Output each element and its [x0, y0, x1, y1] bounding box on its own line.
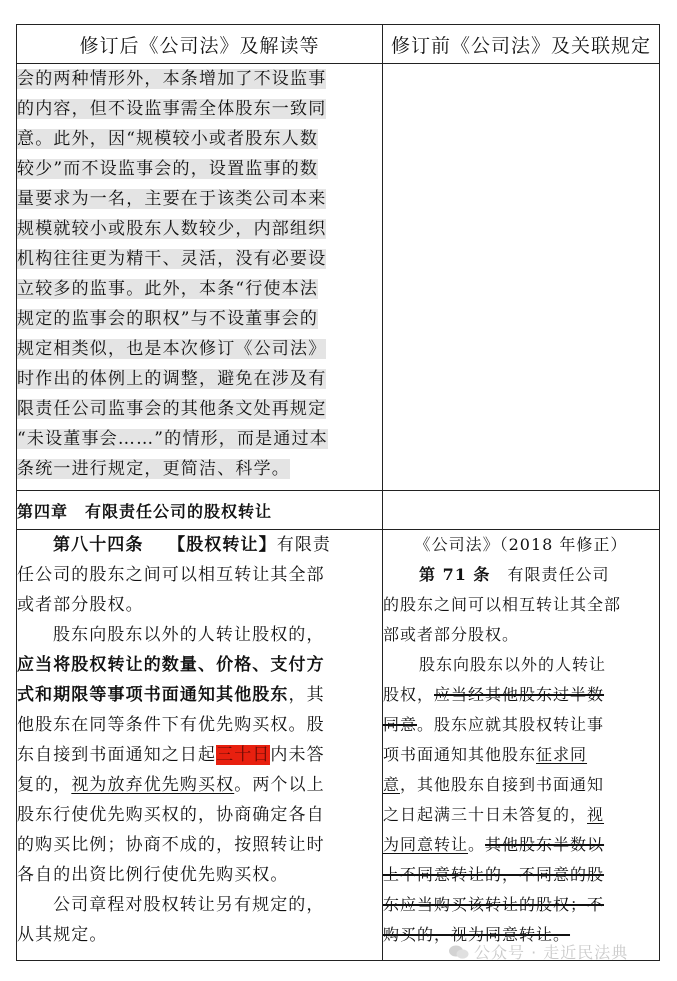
text-line [17, 680, 382, 710]
text-line [383, 830, 659, 860]
underlined-text: 征求同 [536, 745, 588, 764]
text-span: 之日起满三十日未答复的， [383, 805, 588, 824]
commentary-line: 规定的监事会的职权”与不设董事会的 [17, 309, 319, 329]
text-span: 项书面通知其他股东 [383, 745, 537, 764]
text-span: 。两个以上 [234, 775, 325, 795]
watermark [448, 940, 628, 963]
commentary-line: “未设董事会……”的情形，而是通过本 [17, 429, 328, 449]
revised-article-cell [17, 530, 383, 961]
article-row [17, 530, 660, 961]
text-line [17, 770, 382, 800]
chapter-row [17, 491, 660, 530]
text-line [383, 770, 659, 800]
deleted-text: 其他股东半数以 [485, 835, 605, 854]
text-line [17, 740, 382, 770]
deleted-line: 上不同意转让的，不同意的股 [383, 865, 605, 884]
original-article-cell [383, 530, 660, 961]
text-line: 的股东之间可以相互转让其全部 [383, 595, 622, 614]
deleted-line: 东应当购买该转让的股权；不 [383, 895, 605, 914]
text-line: 的购买比例；协商不成的，按照转让时 [17, 835, 325, 855]
header-revised: 修订后《公司法》及解读等 [17, 25, 383, 64]
article-title: 【股权转让】 [168, 535, 277, 555]
deleted-text: 应当经其他股东过半数 [434, 685, 605, 704]
text-line: 部或者部分股权。 [383, 625, 520, 644]
deleted-text: 同意 [383, 715, 418, 734]
text-line [383, 560, 659, 590]
commentary-line: 时作出的体例上的调整，避免在涉及有 [17, 369, 327, 389]
commentary-line: 立较多的监事。此外，本条“行使本法 [17, 279, 319, 299]
chapter-title: 第四章 有限责任公司的股权转让 [17, 491, 383, 530]
commentary-line: 机构往往更为精干、灵活，没有必要设 [17, 249, 327, 269]
empty-chapter-cell [383, 491, 660, 530]
text-line: 股东向股东以外的人转让 [419, 655, 607, 674]
commentary-row [17, 64, 660, 491]
watermark-text: 公众号 · 走近民法典 [474, 943, 629, 962]
text-span: ，其他股东自接到书面通知 [400, 775, 605, 794]
underlined-text: 意 [383, 775, 401, 794]
text-span: 东自接到书面通知之日起 [17, 745, 217, 765]
underlined-text: 视 [587, 805, 605, 824]
text-line [383, 740, 659, 770]
text-line [383, 680, 659, 710]
bold-span: 式和期限等事项书面通知其他股东 [17, 685, 289, 705]
commentary-line: 规模就较小或股东人数较少，内部组织 [17, 219, 327, 239]
text-span: 。 [468, 835, 486, 854]
text-line: 公司章程对股权转让另有规定的， [53, 895, 325, 915]
article-first-line [17, 530, 382, 560]
commentary-line: 意。此外，因“规模较小或者股东人数 [17, 129, 319, 149]
commentary-line: 规定相类似，也是本次修订《公司法》 [17, 339, 327, 359]
commentary-line: 会的两种情形外，本条增加了不设监事 [17, 69, 327, 89]
highlighted-text: 三十日 [216, 745, 271, 765]
commentary-cell [17, 64, 383, 491]
article-number: 第 71 条 [419, 565, 491, 584]
commentary-line: 的内容，但不设监事需全体股东一致同 [17, 99, 327, 119]
law-title: 《公司法》（2018 年修正） [414, 535, 628, 554]
text-span: 有限责任公司 [507, 565, 610, 584]
text-line [383, 800, 659, 830]
text-span: 复的， [17, 775, 72, 795]
text-line [383, 710, 659, 740]
deleted-line: 购买的，视为同意转让。 [383, 925, 571, 944]
underlined-text: 为同意转让 [383, 835, 469, 854]
commentary-line: 较少”而不设监事会的，设置监事的数 [17, 159, 319, 179]
commentary-line: 量要求为一名，主要在于该类公司本来 [17, 189, 327, 209]
text-span: ，其 [288, 685, 325, 705]
comparison-table [16, 24, 660, 961]
text-line: 从其规定。 [17, 925, 108, 945]
commentary-line: 条统一进行规定，更简洁、科学。 [17, 459, 290, 479]
text-line: 各自的出资比例行使优先购买权。 [17, 865, 289, 885]
text-line: 任公司的股东之间可以相互转让其全部 [17, 565, 325, 585]
header-original: 修订前《公司法》及关联规定 [383, 25, 660, 64]
article-number: 第八十四条 [53, 535, 144, 555]
commentary-line: 限责任公司监事会的其他条文处再规定 [17, 399, 327, 419]
text-line: 或者部分股权。 [17, 595, 144, 615]
text-line: 股东向股东以外的人转让股权的， [53, 625, 325, 645]
text-span: 内未答 [270, 745, 325, 765]
text-line: 应当将股权转让的数量、价格、支付方 [17, 655, 325, 675]
text-span: 有限责 [276, 535, 332, 555]
table-header-row [17, 25, 660, 64]
text-line: 股东行使优先购买权的，协商确定各自 [17, 805, 325, 825]
text-span: 。股东应就其股权转让事 [417, 715, 605, 734]
underlined-text: 视为放弃优先购买权 [71, 775, 235, 795]
wechat-icon [448, 944, 470, 960]
text-line: 他股东在同等条件下有优先购买权。股 [17, 715, 325, 735]
empty-original-cell [383, 64, 660, 491]
text-span: 股权， [383, 685, 435, 704]
